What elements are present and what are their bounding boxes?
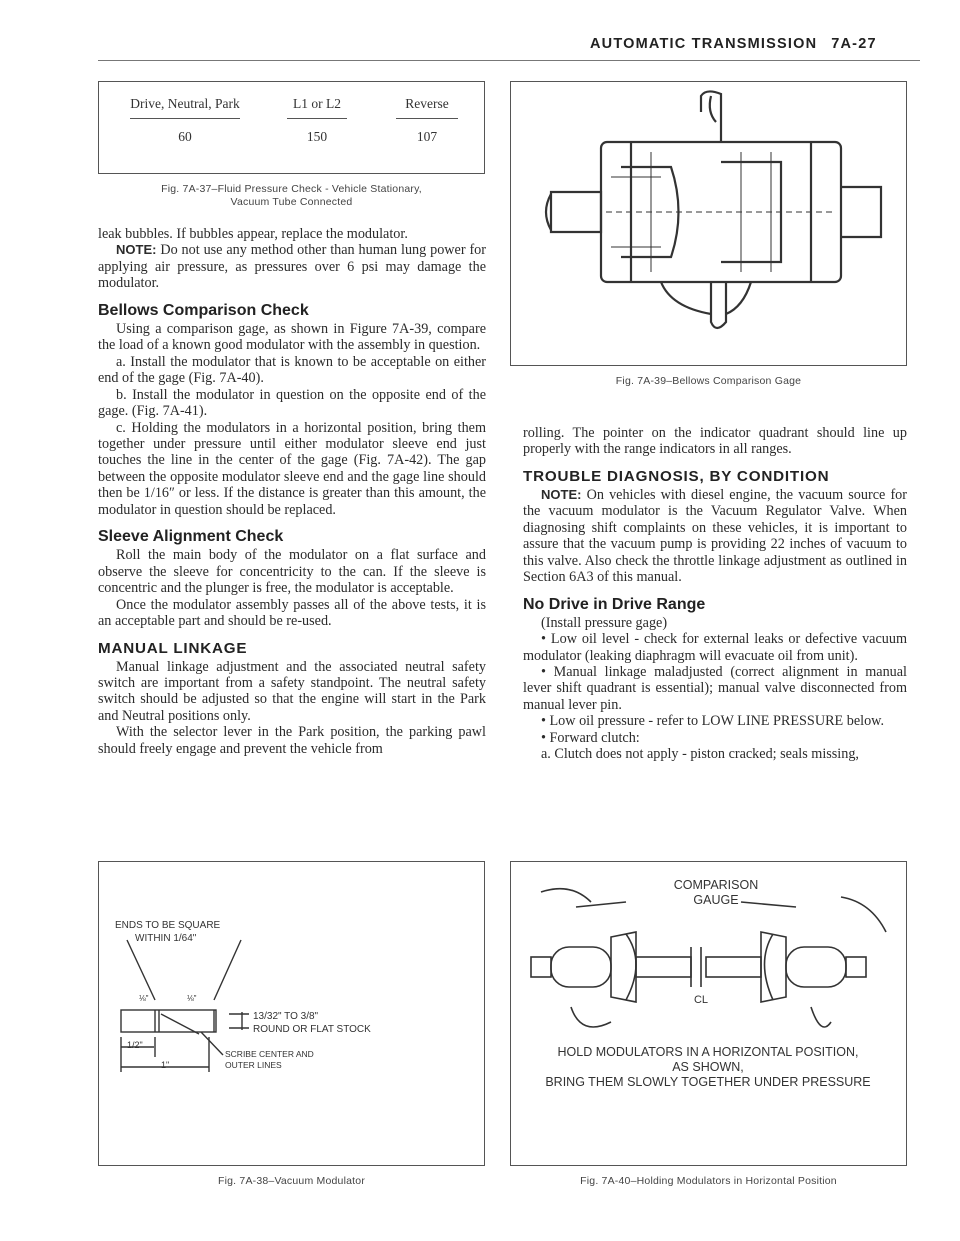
fig39-caption: Fig. 7A-39–Bellows Comparison Gage [615, 375, 802, 387]
label-dim-half: 1/2" [127, 1040, 143, 1050]
fig38-caption: Fig. 7A-38–Vacuum Modulator [217, 1175, 366, 1187]
page-header [590, 36, 877, 52]
section-heading-manual: MANUAL LINKAGE [98, 639, 248, 657]
list-item: • Low oil pressure - refer to LOW LINE PRESSURE below. [541, 713, 885, 730]
label-dim-one: 1" [161, 1060, 170, 1070]
paragraph: a. Install the modulator that is known to be acceptable on either end of the gage (Fig. 7A-40). [98, 353, 486, 387]
label-ends-square: ENDS TO BE SQUARE [115, 920, 221, 931]
fluid-pressure-table [110, 96, 472, 145]
paragraph: c. Holding the modulators in a horizontal position, bring them together under pressure until either modulator sleeve end just touches the line in the center of the gage (Fig. 7A-42). The gap between the opposite modulator sleeve end and the gage line should then be 1/16″ or less. If the distance is greater than this amount, the modulator in question should be replaced. [98, 419, 486, 518]
note-label: NOTE: [116, 242, 157, 258]
note-paragraph [98, 242, 486, 291]
label-scribe: SCRIBE CENTER AND [225, 1049, 314, 1059]
note-label: NOTE: [541, 486, 582, 502]
table-row [110, 119, 472, 145]
label-stock: ROUND OR FLAT STOCK [253, 1024, 371, 1035]
modulators-horizontal-illustration [511, 862, 905, 1164]
section-heading-bellows: Bellows Comparison Check [98, 301, 309, 319]
col-header-l1l2: L1 or L2 [287, 96, 347, 119]
fig39-frame [510, 81, 907, 366]
label-centerline: CL [693, 994, 709, 1006]
paragraph: b. Install the modulator in question on the opposite end of the gage. (Fig. 7A-41). [98, 386, 486, 420]
fig37-caption [98, 183, 485, 209]
label-dim-eighth-2: ⅛" [187, 994, 197, 1003]
note-paragraph [523, 487, 907, 586]
label-comparison: COMPARISON [673, 878, 759, 892]
paragraph: With the selector lever in the Park position, the parking pawl should freely engage and prevent the vehicle from [98, 724, 486, 757]
page-number: 7A-27 [831, 36, 877, 52]
cell-l1l2: 150 [306, 129, 328, 144]
header-rule [98, 60, 920, 61]
col-header-drive: Drive, Neutral, Park [130, 96, 239, 119]
section-heading-trouble: TROUBLE DIAGNOSIS, BY CONDITION [523, 467, 830, 485]
section-heading-nodrive: No Drive in Drive Range [523, 595, 706, 613]
label-hold-line1: HOLD MODULATORS IN A HORIZONTAL POSITION, [557, 1045, 859, 1059]
label-hold-line3: BRING THEM SLOWLY TOGETHER UNDER PRESSURE [545, 1075, 871, 1089]
label-within: WITHIN 1/64" [135, 933, 197, 944]
section-heading-sleeve: Sleeve Alignment Check [98, 528, 284, 546]
paragraph: leak bubbles. If bubbles appear, replace the modulator. [98, 226, 408, 242]
label-size: 13/32" TO 3/8" [253, 1011, 319, 1022]
note-text: On vehicles with diesel engine, the vacuum source for the vacuum modulator is the Vacuum Regulator Valve. When diagnosing shift complaints on these vehicles, it is important to assure that the vacuum pump is providing 22 inches of vacuum to this valve. Also check the throttle linkage adjustment as outlined in Section 6A3 of this manual. [523, 486, 907, 586]
label-outer-lines: OUTER LINES [225, 1060, 282, 1070]
left-column [98, 226, 486, 757]
list-item: • Forward clutch: [541, 729, 640, 746]
cell-reverse: 107 [416, 129, 438, 144]
fig37-caption-line1: Fig. 7A-37–Fluid Pressure Check - Vehicle Stationary, [161, 183, 422, 195]
paragraph: Manual linkage adjustment and the associated neutral safety switch are important from a safety standpoint. The neutral safety switch should be adjusted so that the engine will start in the Park and Neutral positions only. [98, 658, 486, 724]
right-column [523, 425, 907, 763]
paragraph: (Install pressure gage) [541, 614, 668, 631]
list-item: • Low oil level - check for external leaks or defective vacuum modulator (leaking diaphragm will evacuate oil from unit). [523, 631, 907, 664]
label-gauge: GAUGE [693, 893, 739, 907]
table-header-row [110, 96, 472, 119]
paragraph: a. Clutch does not apply - piston cracked; seals missing, [541, 746, 859, 763]
label-hold-line2: AS SHOWN, [672, 1060, 744, 1074]
fig38-frame [98, 861, 485, 1166]
paragraph: Roll the main body of the modulator on a flat surface and observe the sleeve for concentricity to the can. If the sleeve is concentric and the plunger is free, the modulator is acceptable. [98, 547, 486, 597]
header-title: AUTOMATIC TRANSMISSION [590, 36, 818, 52]
fig40-frame [510, 861, 907, 1166]
col-header-reverse: Reverse [396, 96, 458, 119]
paragraph: Once the modulator assembly passes all of the above tests, it is an acceptable part and should be re-used. [98, 596, 486, 630]
paragraph: Using a comparison gage, as shown in Figure 7A-39, compare the load of a known good modulator with the assembly in question. [98, 320, 486, 354]
label-dim-eighth-1: ⅛" [139, 994, 149, 1003]
fig40-caption: Fig. 7A-40–Holding Modulators in Horizontal Position [580, 1175, 837, 1187]
fig37-caption-line2: Vacuum Tube Connected [230, 196, 353, 208]
note-text: Do not use any method other than human lung power for applying air pressure, as pressures over 6 psi may damage the modulator. [98, 242, 486, 292]
bellows-gage-illustration [511, 82, 905, 364]
list-item: • Manual linkage maladjusted (correct alignment in manual lever shift quadrant is essential); manual valve disconnected from manual lever pin. [523, 663, 907, 713]
cell-drive: 60 [178, 129, 192, 144]
paragraph: rolling. The pointer on the indicator quadrant should line up properly with the range indicators in all ranges. [523, 425, 907, 458]
